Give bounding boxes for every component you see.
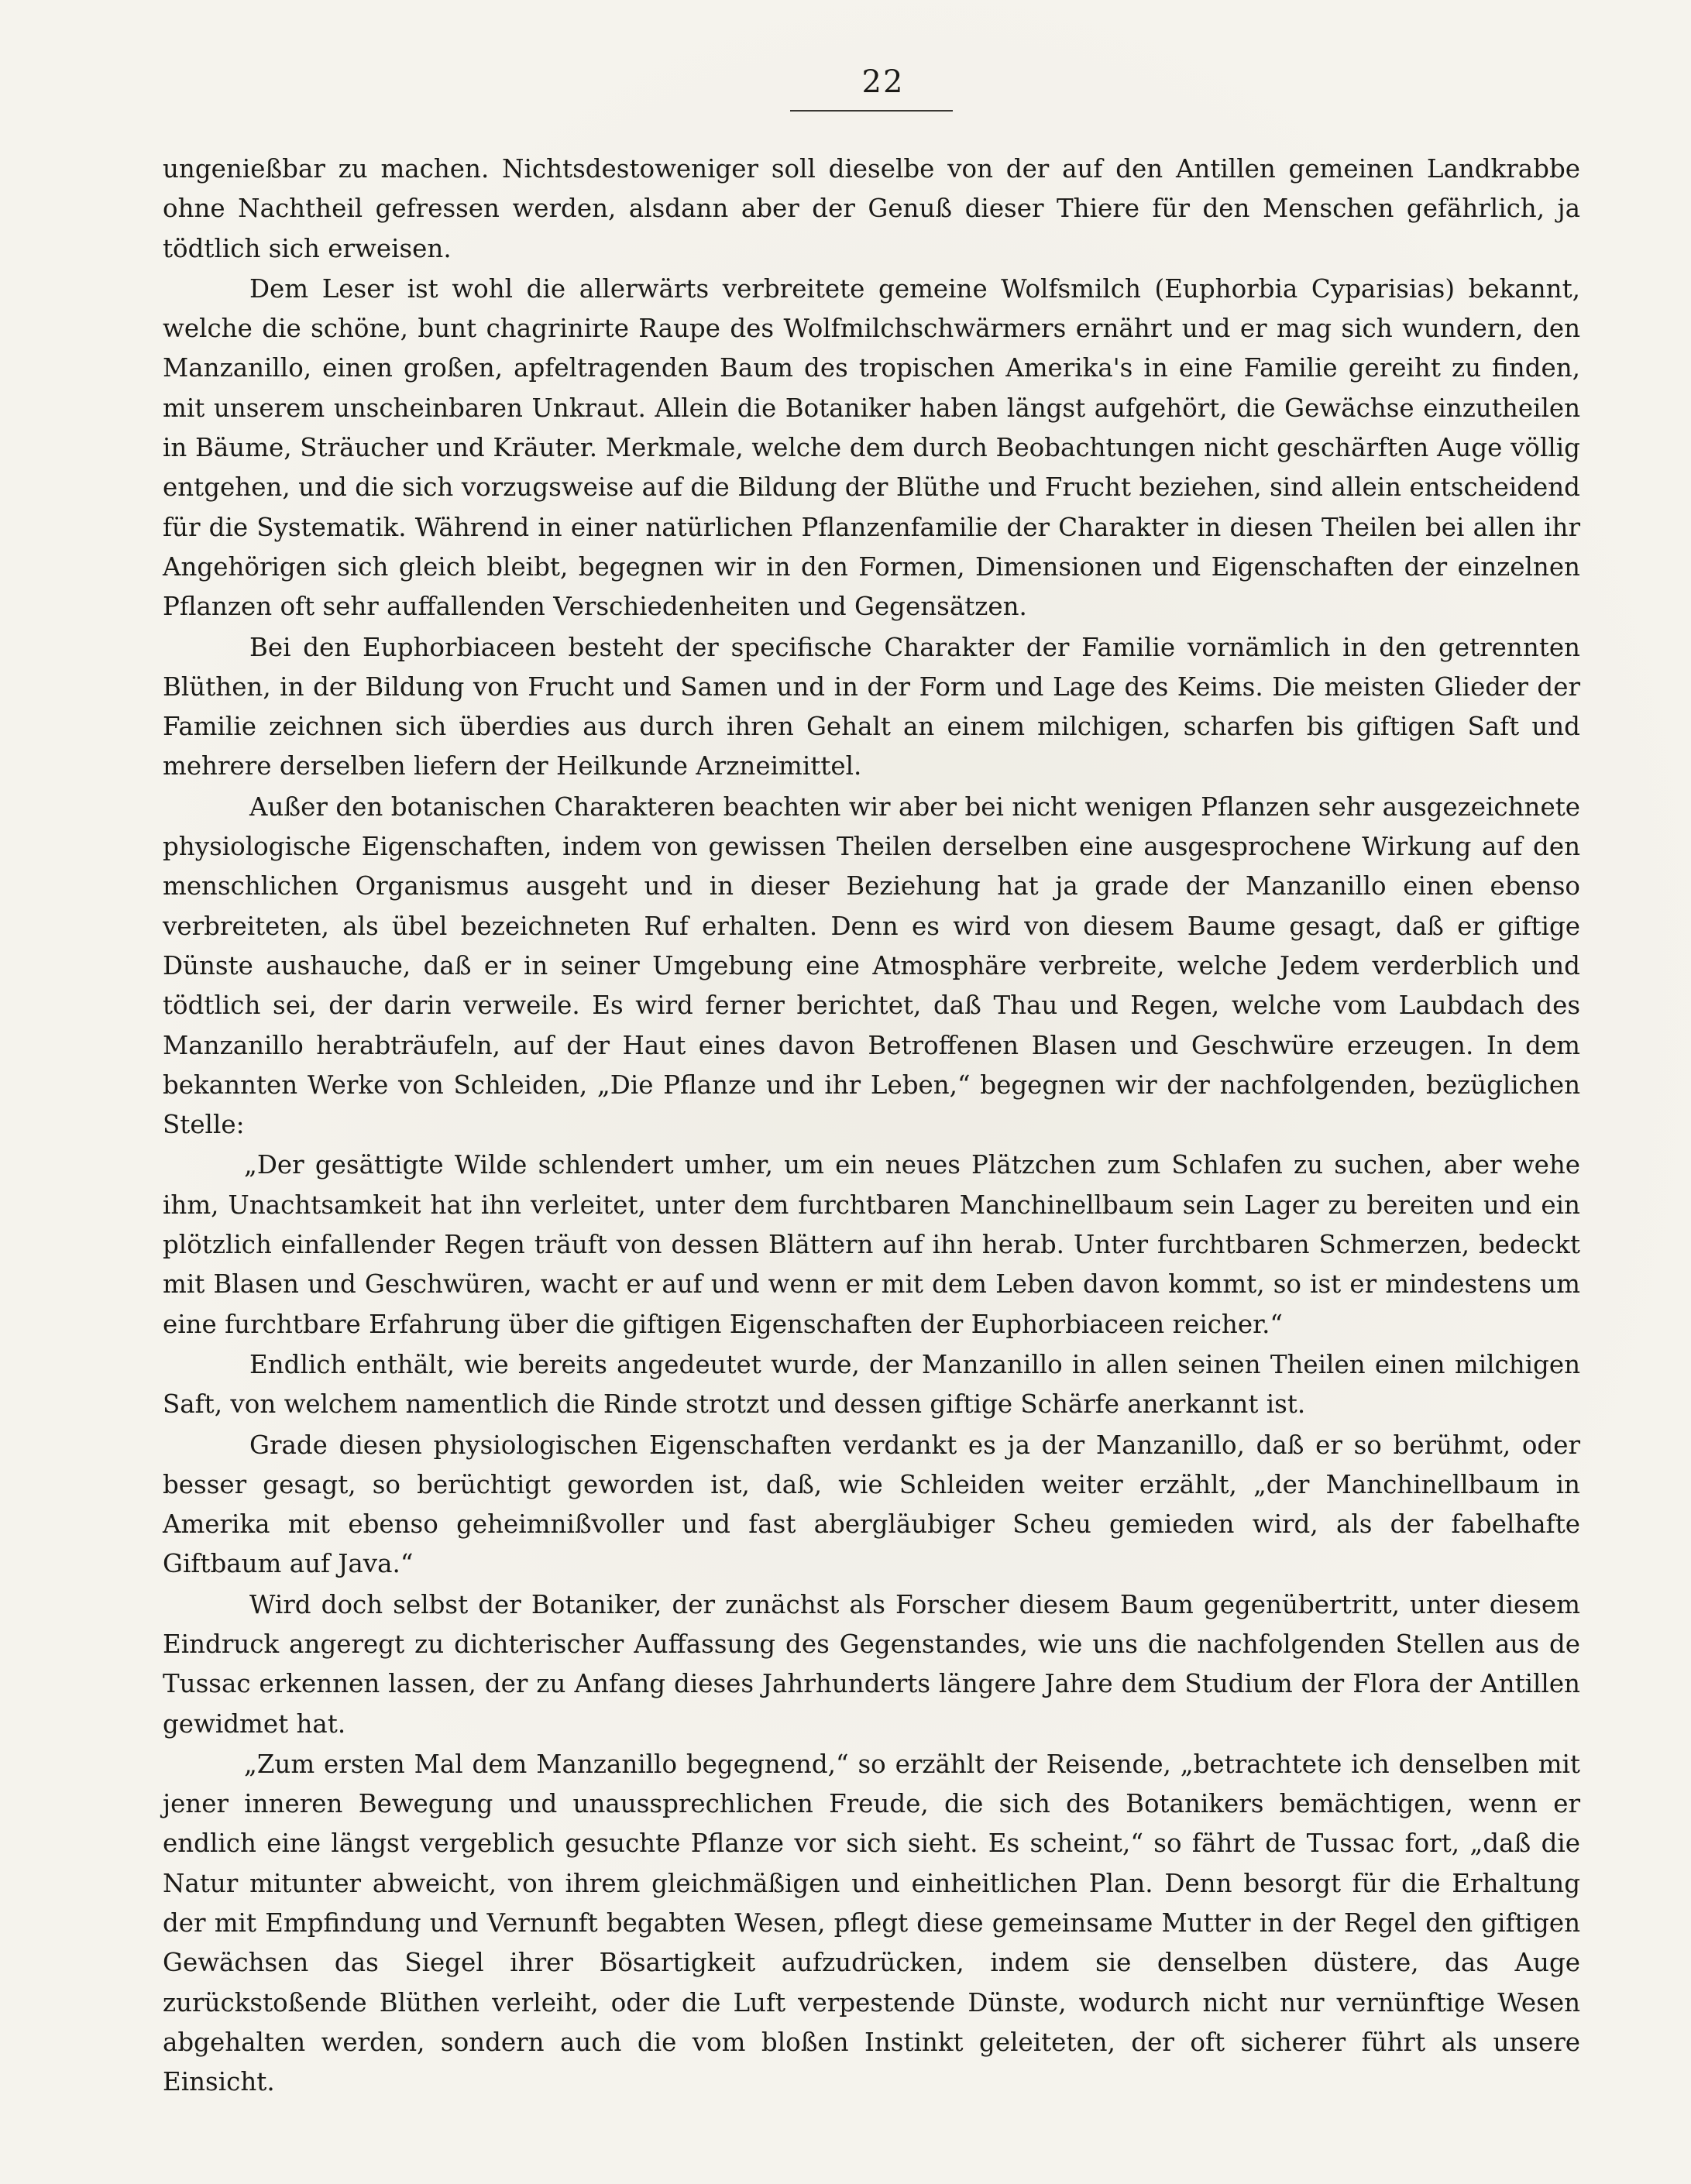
page-number: 22 xyxy=(861,64,905,100)
paragraph-physiologische-eigenschaften: Außer den botanischen Charakteren beachten wir aber bei nicht wenigen Pflanzen sehr ausgezeichnete physiologische Eigenschaften, indem von gewissen Theilen derselben eine ausgesprochene Wirkung auf den menschlichen Organismus ausgeht und in dieser Beziehung hat ja grade der Manzanillo einen ebenso verbreiteten, als übel bezeichneten Ruf erhalten. Denn es wird von diesem Baume gesagt, daß er giftige Dünste aushauche, daß er in seiner Umgebung eine Atmosphäre verbreite, welche Jedem verderblich und tödtlich sei, der darin verweile. Es wird ferner berichtet, daß Thau und Regen, welche vom Laubdach des Manzanillo herabträufeln, auf der Haut eines davon Betroffenen Blasen und Geschwüre erzeugen. In dem bekannten Werke von Schleiden, „Die Pflanze und ihr Leben,“ begegnen wir der nachfolgenden, bezüglichen Stelle: xyxy=(163,792,1580,1140)
paragraph-botaniker: Wird doch selbst der Botaniker, der zunächst als Forscher diesem Baum gegenübertritt, unter diesem Eindruck angeregt zu dichterischer Auffassung des Gegenstandes, wie uns die nachfolgenden Stellen aus de Tussac erkennen lassen, der zu Anfang dieses Jahrhunderts längere Jahre dem Studium der Flora der Antillen gewidmet hat. xyxy=(163,1589,1580,1739)
page-number-rule xyxy=(790,110,953,112)
paragraph-milchsaft: Endlich enthält, wie bereits angedeutet wurde, der Manzanillo in allen seinen Theilen einen milchigen Saft, von welchem namentlich die Rinde strotzt und dessen giftige Schärfe anerkannt ist. xyxy=(163,1349,1580,1420)
paragraph-beruechtigt: Grade diesen physiologischen Eigenschaften verdankt es ja der Manzanillo, daß er so berühmt, oder besser gesagt, so berüchtigt geworden ist, daß, wie Schleiden weiter erzählt, „der Manchinellbaum in Amerika mit ebenso geheimnißvoller und fast abergläubiger Scheu gemieden wird, als der fabelhafte Giftbaum auf Java.“ xyxy=(163,1430,1580,1579)
body-text xyxy=(163,149,1580,2103)
paragraph-wolfsmilch: Dem Leser ist wohl die allerwärts verbreitete gemeine Wolfsmilch (Euphorbia Cyparisias) bekannt, welche die schöne, bunt chagrinirte Raupe des Wolfmilchschwärmers ernährt und er mag sich wundern, den Manzanillo, einen großen, apfeltragenden Baum des tropischen Amerika's in eine Familie gereiht zu finden, mit unserem unscheinbaren Unkraut. Allein die Botaniker haben längst aufgehört, die Gewächse einzutheilen in Bäume, Sträucher und Kräuter. Merkmale, welche dem durch Beobachtungen nicht geschärften Auge völlig entgehen, und die sich vorzugsweise auf die Bildung der Blüthe und Frucht beziehen, sind allein entscheidend für die Systematik. Während in einer natürlichen Pflanzenfamilie der Charakter in diesen Theilen bei allen ihr Angehörigen sich gleich bleibt, begegnen wir in den Formen, Dimensionen und Eigenschaften der einzelnen Pflanzen oft sehr auffallenden Verschiedenheiten und Gegensätzen. xyxy=(163,273,1580,622)
paragraph-continuation: ungenießbar zu machen. Nichtsdestoweniger soll dieselbe von der auf den Antillen gemeinen Landkrabbe ohne Nachtheil gefressen werden, alsdann aber der Genuß dieser Thiere für den Menschen gefährlich, ja tödtlich sich erweisen. xyxy=(163,154,1580,263)
quote-schleiden: „Der gesättigte Wilde schlendert umher, um ein neues Plätzchen zum Schlafen zu suchen, aber wehe ihm, Unachtsamkeit hat ihn verleitet, unter dem furchtbaren Manchinellbaum sein Lager zu bereiten und ein plötzlich einfallender Regen träuft von dessen Blättern auf ihn herab. Unter furchtbaren Schmerzen, bedeckt mit Blasen und Geschwüren, wacht er auf und wenn er mit dem Leben davon kommt, so ist er mindestens um eine furchtbare Erfahrung über die giftigen Eigenschaften der Euphorbiaceen reicher.“ xyxy=(163,1150,1580,1339)
paragraph-euphorbiaceen: Bei den Euphorbiaceen besteht der specifische Charakter der Familie vornämlich in den getrennten Blüthen, in der Bildung von Frucht und Samen und in der Form und Lage des Keims. Die meisten Glieder der Familie zeichnen sich überdies aus durch ihren Gehalt an einem milchigen, scharfen bis giftigen Saft und mehrere derselben liefern der Heilkunde Arzneimittel. xyxy=(163,632,1580,781)
quote-de-tussac: „Zum ersten Mal dem Manzanillo begegnend,“ so erzählt der Reisende, „betrachtete ich denselben mit jener inneren Bewegung und unaussprechlichen Freude, die sich des Botanikers bemächtigen, wenn er endlich eine längst vergeblich gesuchte Pflanze vor sich sieht. Es scheint,“ so fährt de Tussac fort, „daß die Natur mitunter abweicht, von ihrem gleichmäßigen und einheitlichen Plan. Denn besorgt für die Erhaltung der mit Empfindung und Vernunft begabten Wesen, pflegt diese gemeinsame Mutter in der Regel den giftigen Gewächsen das Siegel ihrer Bösartigkeit aufzudrücken, indem sie denselben düstere, das Auge zurückstoßende Blüthen verleiht, oder die Luft verpestende Dünste, wodurch nicht nur vernünftige Wesen abgehalten werden, sondern auch die vom bloßen Instinkt geleiteten, der oft sicherer führt als unsere Einsicht. xyxy=(163,1749,1580,2097)
